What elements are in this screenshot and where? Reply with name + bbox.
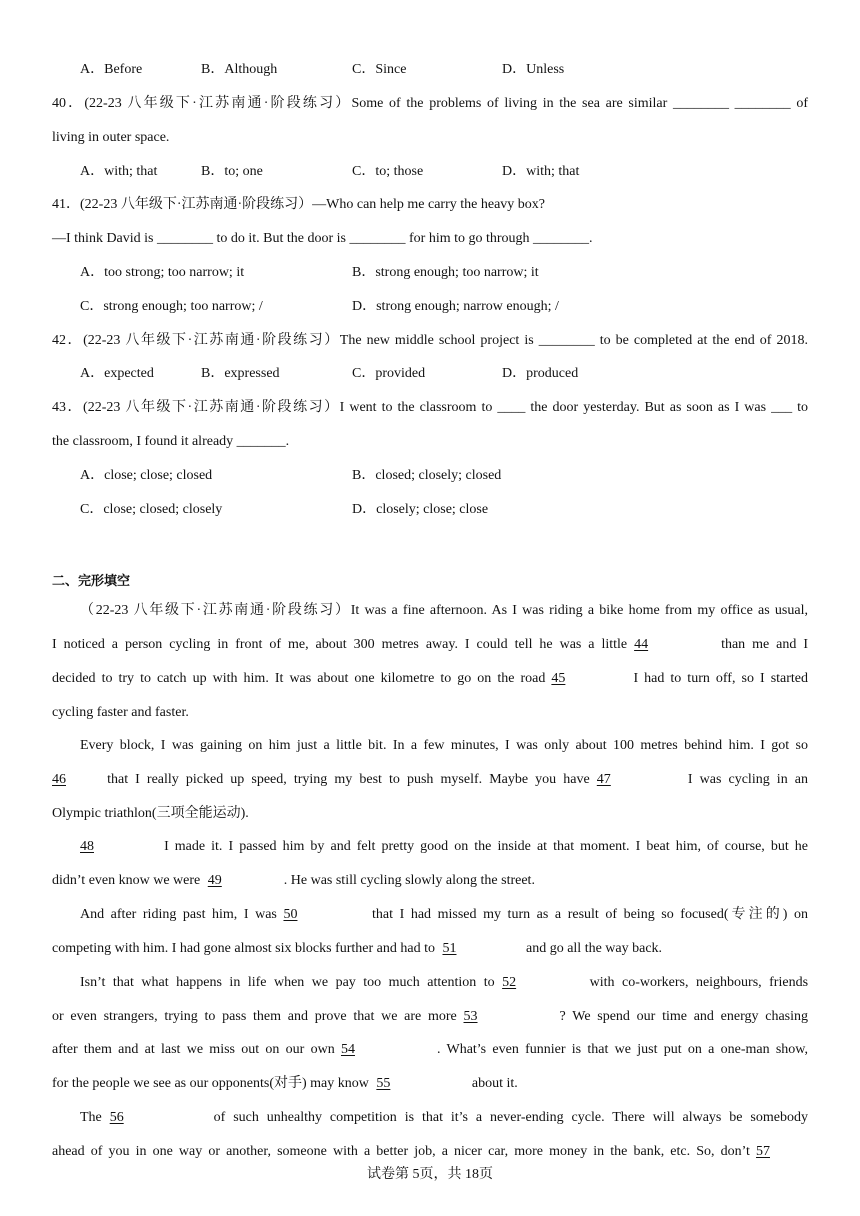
passage-p6-line1: [80, 1111, 808, 1125]
text-segment: And after riding past him, I was: [80, 907, 277, 922]
text-segment: or even strangers, trying to pass them and prove that we are more: [52, 1009, 457, 1024]
q40-stem-line2: living in outer space.: [52, 130, 170, 145]
text-segment: about it.: [471, 1076, 518, 1091]
text-segment: for the people we see as our opponents(对手) may know: [52, 1076, 369, 1091]
text-segment: I was cycling in an: [687, 772, 808, 787]
q40-stem-line1: 40．(22-23 八年级下·江苏南通·阶段练习）Some of the problems of living in the sea are similar ________ ________ of: [52, 96, 808, 111]
passage-p4-line2: [52, 942, 808, 956]
q40-option-c: C．to; those: [352, 164, 424, 179]
q43-stem-line2: the classroom, I found it already _______.: [52, 434, 290, 449]
blank-50: 50: [283, 907, 298, 922]
q41-option-b: B．strong enough; too narrow; it: [352, 265, 539, 280]
q41-option-c: C．strong enough; too narrow; /: [80, 299, 263, 314]
text-segment: ? We spend our time and energy chasing: [559, 1009, 809, 1024]
passage-p4-line1: [80, 908, 808, 922]
q40-option-b: B．to; one: [201, 164, 263, 179]
passage-p1-line4: cycling faster and faster.: [52, 705, 189, 720]
text-segment: I noticed a person cycling in front of me, about 300 metres away. I could tell he was a little: [52, 637, 628, 652]
q40-option-d: D．with; that: [502, 164, 580, 179]
blank-48: 48: [80, 839, 94, 854]
text-segment: . What’s even funnier is that we just put on a one-man show,: [436, 1042, 809, 1057]
text-segment: Isn’t that what happens in life when we pay too much attention to: [80, 975, 495, 990]
text-segment: of such unhealthy competition is that it’s a never-ending cycle. There will always be somebody: [213, 1110, 808, 1125]
blank-57: 57: [756, 1144, 770, 1159]
q42-stem-line1: 42．(22-23 八年级下·江苏南通·阶段练习）The new middle school project is ________ to be completed at the end of 2018.: [52, 333, 808, 348]
q41-stem-line1: 41．(22-23 八年级下·江苏南通·阶段练习）—Who can help me carry the heavy box?: [52, 197, 545, 212]
blank-51: 51: [442, 941, 457, 956]
blank-49: 49: [207, 873, 222, 888]
blank-44: 44: [634, 637, 649, 652]
text-segment: decided to try to catch up with him. It was about one kilometre to go on the road: [52, 671, 546, 686]
passage-p6-line2: [52, 1145, 808, 1159]
q43-option-a: A．close; close; closed: [80, 468, 213, 483]
passage-p5-line3: [52, 1043, 808, 1057]
q42-option-b: B．expressed: [201, 366, 280, 381]
q43-option-b: B．closed; closely; closed: [352, 468, 502, 483]
q43-option-d: D．closely; close; close: [352, 502, 489, 517]
section-title: 二、完形填空: [52, 574, 131, 589]
q41-stem-line2: —I think David is ________ to do it. But the door is ________ for him to go through ________.: [52, 231, 593, 246]
passage-p1-line1: （22-23 八年级下·江苏南通·阶段练习）It was a fine afternoon. As I was riding a bike home from my office as usual,: [80, 603, 808, 618]
q39-option-d: D．Unless: [502, 62, 565, 77]
passage-p2-line2: [52, 773, 808, 787]
q40-option-a: A．with; that: [80, 164, 158, 179]
q42-option-a: A．expected: [80, 366, 154, 381]
passage-p5-line1: [80, 976, 808, 990]
blank-55: 55: [376, 1076, 391, 1091]
text-segment: that I had missed my turn as a result of being so focused(专注的) on: [372, 907, 809, 922]
q39-option-c: C．Since: [352, 62, 407, 77]
text-segment: I made it. I passed him by and felt pretty good on the inside at that moment. I beat him, of course, but he: [164, 839, 809, 854]
text-segment: and go all the way back.: [525, 941, 663, 956]
q43-stem-line1: 43．(22-23 八年级下·江苏南通·阶段练习）I went to the classroom to ____ the door yesterday. But as soon as I was ___ to: [52, 400, 808, 415]
text-segment: . He was still cycling slowly along the street.: [283, 873, 535, 888]
blank-54: 54: [340, 1042, 355, 1057]
passage-p5-line4: [52, 1077, 808, 1091]
passage-p5-line2: [52, 1010, 808, 1024]
passage-p2-line1: Every block, I was gaining on him just a little bit. In a few minutes, I was only about 100 metres behind him. I got so: [80, 738, 808, 753]
q39-option-b: B．Although: [201, 62, 278, 77]
q39-option-a: A．Before: [80, 62, 143, 77]
page-footer: 试卷第 5页，共 18页: [367, 1167, 493, 1182]
text-segment: competing with him. I had gone almost six blocks further and had to: [52, 941, 435, 956]
passage-p1-line2: [52, 638, 808, 652]
text-segment: I had to turn off, so I started: [633, 671, 809, 686]
blank-52: 52: [502, 975, 517, 990]
q41-option-d: D．strong enough; narrow enough; /: [352, 299, 559, 314]
blank-53: 53: [463, 1009, 478, 1024]
text-segment: didn’t even know we were: [52, 873, 201, 888]
blank-46: 46: [52, 772, 66, 787]
q41-option-a: A．too strong; too narrow; it: [80, 265, 245, 280]
text-segment: that I really picked up speed, trying my best to push myself. Maybe you have: [107, 772, 590, 787]
blank-45: 45: [551, 671, 566, 686]
passage-p3-line1: [80, 840, 808, 854]
text-segment: The: [80, 1110, 102, 1125]
q42-option-c: C．provided: [352, 366, 426, 381]
blank-47: 47: [596, 772, 611, 787]
q42-option-d: D．produced: [502, 366, 579, 381]
passage-p2-line3: Olympic triathlon(三项全能运动).: [52, 806, 249, 821]
text-segment: ahead of you in one way or another, someone with a better job, a nicer car, more money in the bank, etc. So, don’t: [52, 1144, 750, 1159]
text-segment: after them and at last we miss out on our own: [52, 1042, 335, 1057]
text-segment: than me and I: [721, 637, 809, 652]
passage-p1-line3: [52, 672, 808, 686]
passage-p3-line2: [52, 874, 808, 888]
blank-56: 56: [109, 1110, 124, 1125]
text-segment: with co-workers, neighbours, friends: [589, 975, 809, 990]
q43-option-c: C．close; closed; closely: [80, 502, 223, 517]
